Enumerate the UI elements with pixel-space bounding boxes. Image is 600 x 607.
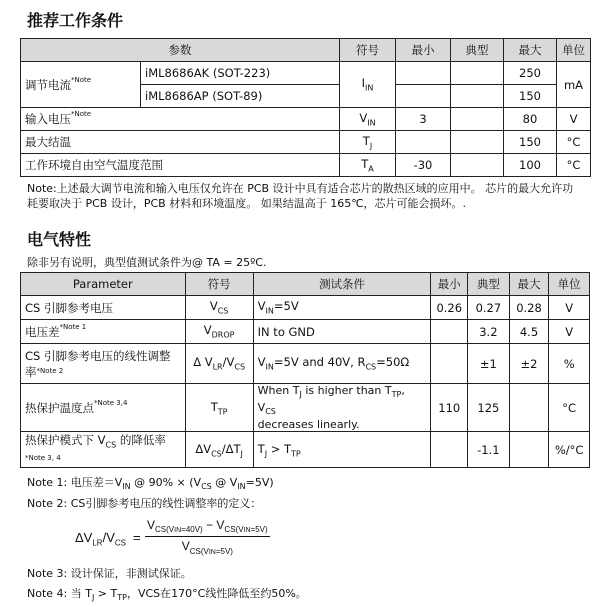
formula-sub: CS(V <box>155 525 175 535</box>
symbol-sub: A <box>368 164 374 174</box>
condition-cell <box>253 432 431 468</box>
symbol-sub: IN <box>365 83 374 93</box>
note-ref: *Note 2 <box>36 366 64 375</box>
symbol-cell <box>185 320 253 344</box>
cond-sub: IN <box>265 306 274 316</box>
col-header-parameter: Parameter <box>21 273 186 296</box>
formula-text: V <box>147 518 156 532</box>
formula-numerator <box>145 518 270 534</box>
col-header-symbol: 符号 <box>340 39 396 62</box>
table-row <box>21 344 590 384</box>
table-row <box>21 432 590 468</box>
param-cell <box>21 384 186 432</box>
symbol-sub: DROP <box>211 330 235 340</box>
col-header-param: 参数 <box>21 39 340 62</box>
min-cell <box>396 85 451 108</box>
symbol-cell <box>185 344 253 384</box>
symbol-main: ΔV <box>195 441 212 456</box>
param-cell <box>21 320 186 344</box>
symbol-sub: J <box>369 141 373 151</box>
electrical-characteristics-table <box>20 272 590 468</box>
note-ref: *Note 1 <box>59 322 87 331</box>
table-header-row <box>21 273 590 296</box>
symbol-cell <box>185 432 253 468</box>
col-header-unit: 单位 <box>549 273 590 296</box>
param-cell: 工作环境自由空气温度范围 <box>21 154 340 177</box>
symbol-sub: J <box>240 449 243 459</box>
note-ref: *Note <box>71 75 92 84</box>
symbol-main: V <box>359 110 368 125</box>
typ-cell: ±1 <box>468 344 510 384</box>
symbol-cell <box>340 131 396 154</box>
symbol-main: T <box>361 156 369 171</box>
note-text: Note 4: 当 T <box>27 587 92 600</box>
max-cell: 100 <box>504 154 557 177</box>
param-cell: CS 引脚参考电压 <box>21 296 186 320</box>
max-cell: 150 <box>504 131 557 154</box>
min-cell: 0.26 <box>431 296 468 320</box>
condition-cell <box>253 344 431 384</box>
param-cell <box>21 344 186 384</box>
param-sub: CS <box>105 440 117 450</box>
typ-cell <box>451 154 504 177</box>
table-row <box>21 62 591 85</box>
min-cell <box>431 432 468 468</box>
col-header-typ: 典型 <box>468 273 510 296</box>
note-ref: *Note 3,4 <box>94 398 128 407</box>
recommended-conditions-table <box>20 38 591 177</box>
symbol-sub: IN <box>367 118 376 128</box>
param-label: 电压差 <box>25 324 60 339</box>
param-label: 的降低率 <box>116 432 166 447</box>
cond-text: decreases linearly. <box>257 418 360 432</box>
unit-cell: °C <box>549 384 590 432</box>
cond-text: , V <box>257 384 405 415</box>
table-row <box>21 108 591 131</box>
note-text: > T <box>94 587 118 600</box>
max-cell: 80 <box>504 108 557 131</box>
min-cell <box>431 344 468 384</box>
col-header-condition: 测试条件 <box>253 273 431 296</box>
note-1 <box>27 475 274 494</box>
note-text: =5V) <box>245 476 274 489</box>
param-cell <box>21 432 186 468</box>
formula-equals: = <box>133 530 141 545</box>
cond-sub: CS <box>365 362 377 372</box>
note-text: ，VCS在170°C线性降低至约50%。 <box>126 587 307 600</box>
symbol-main: /ΔT <box>221 441 241 456</box>
param-cell: 最大结温 <box>21 131 340 154</box>
unit-cell: V <box>549 296 590 320</box>
formula-sub: CS <box>114 538 127 548</box>
formula-denominator <box>145 539 270 555</box>
cond-text: When T <box>257 384 300 397</box>
min-cell: 110 <box>431 384 468 432</box>
max-cell: ±2 <box>509 344 549 384</box>
symbol-sub: CS <box>234 362 246 372</box>
param-label: CS 引脚参考电压的线性调整率 <box>25 348 171 379</box>
max-cell: 150 <box>504 85 557 108</box>
table-row <box>21 296 590 320</box>
formula-text: /V <box>102 530 115 545</box>
cond-text: =5V and 40V, R <box>273 355 366 370</box>
note-sub: TP <box>117 593 127 603</box>
section-title-recommended: 推荐工作条件 <box>27 11 124 30</box>
cond-sub: J <box>299 390 302 400</box>
note-sub: IN <box>122 482 131 492</box>
unit-cell: % <box>549 344 590 384</box>
min-cell <box>431 320 468 344</box>
max-cell <box>509 432 549 468</box>
fraction-bar <box>145 536 270 537</box>
unit-cell: %/°C <box>549 432 590 468</box>
cond-text: is higher than T <box>301 384 392 397</box>
cond-sub: TP <box>391 390 402 400</box>
formula-sub: IN <box>208 548 216 556</box>
cond-text: =5V <box>273 299 299 314</box>
cond-sub: TP <box>291 449 301 459</box>
note-3: Note 3: 设计保证，非测试保证。 <box>27 567 192 580</box>
param-label: 热保护模式下 V <box>25 432 106 447</box>
symbol-main: Δ V <box>193 355 213 370</box>
cond-text: =50Ω <box>376 355 410 370</box>
unit-cell: V <box>549 320 590 344</box>
symbol-cell <box>340 154 396 177</box>
formula-text: V <box>216 518 225 532</box>
formula-lhs <box>75 530 126 548</box>
line-regulation-formula <box>75 518 375 560</box>
symbol-main: V <box>203 323 212 338</box>
unit-cell: mA <box>557 62 591 108</box>
symbol-main: T <box>362 133 370 148</box>
note-text: Note 1: 电压差＝V <box>27 476 123 489</box>
formula-sub: =5V) <box>250 525 268 535</box>
param-label: 输入电压 <box>25 112 71 126</box>
formula-sub: IN <box>174 527 182 535</box>
section-title-electrical: 电气特性 <box>27 230 92 249</box>
min-cell: 3 <box>396 108 451 131</box>
condition-cell: IN to GND <box>253 320 431 344</box>
formula-sub: CS(V <box>224 525 244 535</box>
min-cell: -30 <box>396 154 451 177</box>
typ-cell: 3.2 <box>468 320 510 344</box>
formula-sub: CS(V <box>189 546 209 556</box>
symbol-cell <box>185 296 253 320</box>
max-cell: 250 <box>504 62 557 85</box>
col-header-min: 最小 <box>396 39 451 62</box>
formula-text: − <box>202 518 217 532</box>
formula-fraction <box>145 518 270 556</box>
cond-sub: CS <box>265 407 276 417</box>
table-row <box>21 131 591 154</box>
cond-sub: J <box>264 449 268 459</box>
note-sub: CS <box>201 482 212 492</box>
typ-cell: -1.1 <box>468 432 510 468</box>
table-header-row <box>21 39 591 62</box>
symbol-sub: CS <box>217 306 229 316</box>
electrical-intro: 除非另有说明，典型值测试条件为@ TA = 25ºC. <box>27 256 267 269</box>
col-header-min: 最小 <box>431 273 468 296</box>
recommended-note: Note:上述最大调节电流和输入电压仅允许在 PCB 设计中具有适合芯片的散热区域的应用中。 芯片的最大允许功耗要取决于 PCB 设计，PCB 材料和环境温度。 如果结温高于 165℃，芯片可能会损坏。. <box>27 182 574 210</box>
symbol-sub: TP <box>217 406 228 416</box>
col-header-max: 最大 <box>509 273 549 296</box>
symbol-sub: CS <box>211 449 222 459</box>
symbol-cell <box>185 384 253 432</box>
formula-text: V <box>181 539 190 554</box>
formula-sub: =5V) <box>215 546 233 556</box>
table-row <box>21 384 590 432</box>
cond-text: > T <box>267 441 292 456</box>
cond-text: V <box>257 299 266 314</box>
typ-cell <box>451 85 504 108</box>
note-sub: IN <box>237 482 246 492</box>
max-cell <box>509 384 549 432</box>
max-cell: 0.28 <box>509 296 549 320</box>
condition-cell <box>253 296 431 320</box>
note-2: Note 2: CS引脚参考电压的线性调整率的定义： <box>27 497 262 510</box>
typ-cell: 0.27 <box>468 296 510 320</box>
formula-text: ΔV <box>75 530 93 545</box>
typ-cell <box>451 108 504 131</box>
min-cell <box>396 62 451 85</box>
symbol-main: /V <box>222 355 235 370</box>
note-text: @ 90% × (V <box>130 476 202 489</box>
col-header-symbol: 符号 <box>185 273 253 296</box>
formula-sub: IN <box>243 527 251 535</box>
typ-cell <box>451 62 504 85</box>
symbol-cell <box>340 108 396 131</box>
param-cell <box>21 62 141 108</box>
unit-cell: V <box>557 108 591 131</box>
param-label: 热保护温度点 <box>25 400 94 415</box>
col-header-unit: 单位 <box>557 39 591 62</box>
note-ref: *Note <box>71 110 92 118</box>
unit-cell: °C <box>557 154 591 177</box>
note-sub: J <box>91 593 95 603</box>
formula-sub: LR <box>92 538 103 548</box>
unit-cell: °C <box>557 131 591 154</box>
col-header-max: 最大 <box>504 39 557 62</box>
param-cell <box>21 108 340 131</box>
condition-cell <box>253 384 431 432</box>
table-row <box>21 320 590 344</box>
typ-cell <box>451 131 504 154</box>
symbol-main: I <box>361 76 366 91</box>
variant-cell: iML8686AP (SOT-89) <box>141 85 340 108</box>
formula-sub: =40V) <box>181 525 203 535</box>
note-ref: *Note 3, 4 <box>25 454 61 463</box>
cond-text: T <box>257 441 265 456</box>
table-row <box>21 154 591 177</box>
col-header-typ: 典型 <box>451 39 504 62</box>
cond-sub: IN <box>265 362 274 372</box>
symbol-cell <box>340 62 396 108</box>
symbol-sub: LR <box>212 362 223 372</box>
cond-text: V <box>257 355 266 370</box>
typ-cell: 125 <box>468 384 510 432</box>
max-cell: 4.5 <box>509 320 549 344</box>
note-4 <box>27 586 307 605</box>
symbol-main: V <box>209 299 218 314</box>
note-text: @ V <box>211 476 238 489</box>
variant-cell: iML8686AK (SOT-223) <box>141 62 340 85</box>
symbol-main: T <box>210 399 218 414</box>
param-label: 调节电流 <box>25 77 71 92</box>
min-cell <box>396 131 451 154</box>
